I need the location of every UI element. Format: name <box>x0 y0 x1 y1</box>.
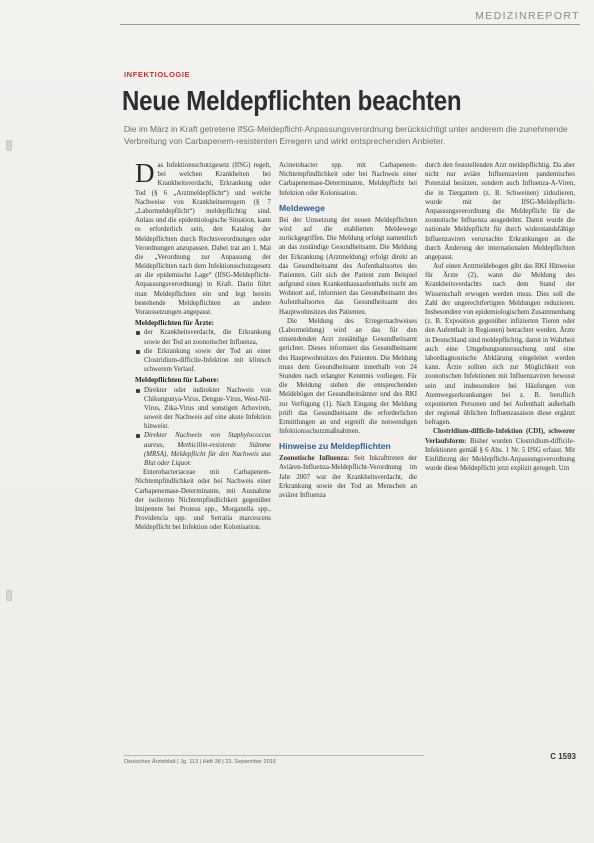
list-item: der Krankheitsverdacht, die Erkrankung sowie der Tod an zoonotischer Influenza, <box>135 328 271 346</box>
kicker: INFEKTIOLOGIE <box>124 70 191 79</box>
punch-hole-mark <box>6 590 12 601</box>
paragraph: Auf einen Arztmeldebogen gibt das RKI Hinweise für Ärzte (2), wann die Meldung des Krankheitsverdachts nach dem Stand der Wissenschaft erwogen werden muss. Dies soll die Zahl der ungerechtfertigten Meldungen reduzieren. Insbesondere von epidemiologischem Zusammenhang (z. B. Exposition gegenüber infizierten Tieren oder den Aufenthalt in Regionen) betrachtet werden. Ärzte in Deutschland sind meldepflichtig, damit in Wahrheit auch eine Umgebungsuntersuchung und eine labordiagnostische Abklärung eingeleitet werden kann. Ärzte sollten sich zur Möglichkeit von zoonotischen Infektionen mit Influenzaviren bewusst sein und insbesondere bei Häufungen von Atemwegserkrankungen bei z. B. beruflich exponierten Personen und bei Aufenthalt außerhalb der regional üblichen Influenzasaison diese ergänzt befragen. <box>425 263 575 427</box>
paragraph: Acinetobacter spp. mit Carbapenem-Nichtempfindlichkeit oder bei Nachweis einer Carbapenemase-Determinante, Meldepflicht bei Infektion oder Kolonisation. <box>279 162 417 197</box>
lead-paragraph: Die im März in Kraft getretene IfSG-Meldepflicht-Anpassungsverordnung berücksichtigt unter anderem die zunehmende Verbreitung von Carbapenem-resistenten Erregern und wirkt entsprechenden Anbieter. <box>124 124 568 146</box>
paragraph: durch den feststellenden Arzt meldepflichtig. Da aber nicht nur aviäre Influenzaviren pandemisches Potenzial besitzen, sondern auch Influenza-A-Viren, die in Tiergattern (z. B. Schweinen) zirkulieren, wurde mit der IfSG-Meldepflicht-Anpassungsverordnung die Meldepflicht für die zoonotische Influenza ausgedehnt. Damit wurde die nationale Meldepflicht für durch widerstandsfähige Influenzaviren verursachte Erkrankungen an die durch Änderung der internationalen Meldepflichten angepasst. <box>425 162 575 261</box>
list-item: Direkter oder indirekter Nachweis von Chikungunya-Virus, Dengue-Virus, West-Nil-Virus, Zika-Virus und sonstigen Arboviren, soweit der Nachweis auf eine akute Infektion hinweist. <box>135 386 271 432</box>
column-3 <box>425 161 575 748</box>
paragraph: Clostridium-difficile-Infektion (CDI), schwerer Verlaufsform: Bisher wurden Clostridium-difficile-Infektionen gemäß § 6 Abs. 1 Nr. 5 IfSG erfasst. Mit Einführung der Meldepflicht-Anpassungsverordnung wurde diese Meldepflicht jetzt explizit geregelt. Um <box>425 428 575 473</box>
section-heading-hinweise: Hinweise zu Meldepflichten <box>279 441 391 452</box>
punch-hole-mark <box>6 140 12 151</box>
list-item: Direkter Nachweis von Staphylococcus aureus, Methicillin-resistente Stämme (MRSA), Meldepflicht für den Nachweis aus Blut oder Liquor. <box>135 431 271 468</box>
labor-list <box>135 386 271 469</box>
subhead-labor: Meldepflichten für Labore: <box>135 376 219 385</box>
paragraph: Zoonotische Influenza: Seit Inkrafttreten der Aviären-Influenza-Meldepflicht-Verordnung im Jahr 2007 war der Krankheitsverdacht, die Erkrankung sowie der Tod an Menschen an aviärer Influenza <box>279 455 417 499</box>
column-2 <box>279 161 417 748</box>
paragraph: Enterobacteriaceae mit Carbapenem-Nichtempfindlichkeit oder bei Nachweis einer Carbapenemase-Determinante, mit Ausnahme der isolierten Nichtempfindlichkeit gegenüber Imipenem bei Proteus spp., Morganella spp., Providencia spp. und Serratia marcescens Meldepflicht bei Infektion oder Kolonisation. <box>135 469 271 532</box>
paragraph: Bei der Umsetzung der neuen Meldepflichten wird auf die etablierten Meldewege zurückgegriffen. Die Meldung erfolgt namentlich an das zuständige Gesundheitsamt. Die Meldung der Erkrankung (Arztmeldung) erfolgt direkt an das Gesundheitsamt des Aufenthaltsortes des Patienten. Gilt sich der Patient zum Beispiel aufgrund eines Krankenhausaufenthalts nicht am Wohnort auf, informiert das Gesundheitsamt des Aufenthaltsortes das Gesundheitsamt des Hauptwohnsitzes des Patienten. <box>279 216 417 316</box>
column-1 <box>135 161 271 748</box>
intro-paragraph: Das Infektionsschutzgesetz (IfSG) regelt, bei welchen Krankheiten bei Krankheitsverdacht, Erkrankung oder Tod (§ 6 „Arztmeldepflicht“) und welche Nachweise von Krankheitserregern (§ 7 „Labormeldepflicht“) meldepflichtig sind. Anlass und die epidemiologische Situation, kann es erforderlich sein, den Katalog der Meldepflichten durch Rechtsverordnungen oder Verordnungen anzupassen. Dabei trat am 1. Mai die „Verordnung zur Anpassung der Meldepflichten nach dem Infektionsschutzgesetz an die epidemische Lage“ (IfSG-Meldepflicht-Anpassungsverordnung) in Kraft. Darin führt man Meldepflichten ein und legt bereits bestehende Meldepflichten an andere Voraussetzungen angepasst. <box>135 161 271 316</box>
page-number: C 1593 <box>550 752 576 761</box>
paragraph: Die Meldung des Erregernachweises (Labormeldung) wird an das für den einsendenden Arzt zuständige Gesundheitsamt gerichtet. Dieses informiert das Gesundheitsamt des Hauptwohnsitzes des Patienten. Die Meldung muss dem Gesundheitsamt innerhalb von 24 Stunden nach erlangter Kenntnis vorliegen. Für die Meldung stehen die entsprechenden Meldebögen der Gesundheitsämter und des RKI zur Verfügung (1). Nach Eingang der Meldung prüft das Gesundheitsamt die erforderlichen Ermittlungen an und ergreift die notwendigen Infektionsschutzmaßnahmen. <box>279 317 417 436</box>
list-item: die Erkrankung sowie der Tod an einer Clostridium-difficile-Infektion mit klinisch schwerem Verlauf. <box>135 347 271 375</box>
footer-citation: Deutsches Ärzteblatt | Jg. 113 | Heft 38 | 23. September 2016 <box>124 755 424 765</box>
drop-cap: D <box>135 161 155 188</box>
section-heading-meldewege: Meldewege <box>279 202 325 213</box>
subhead-arzt: Meldepflichten für Ärzte: <box>135 319 214 328</box>
section-tag: MEDIZINREPORT <box>475 10 580 22</box>
header-rule <box>120 24 580 25</box>
headline: Neue Meldepflichten beachten <box>122 85 462 116</box>
arzt-list <box>135 328 271 374</box>
